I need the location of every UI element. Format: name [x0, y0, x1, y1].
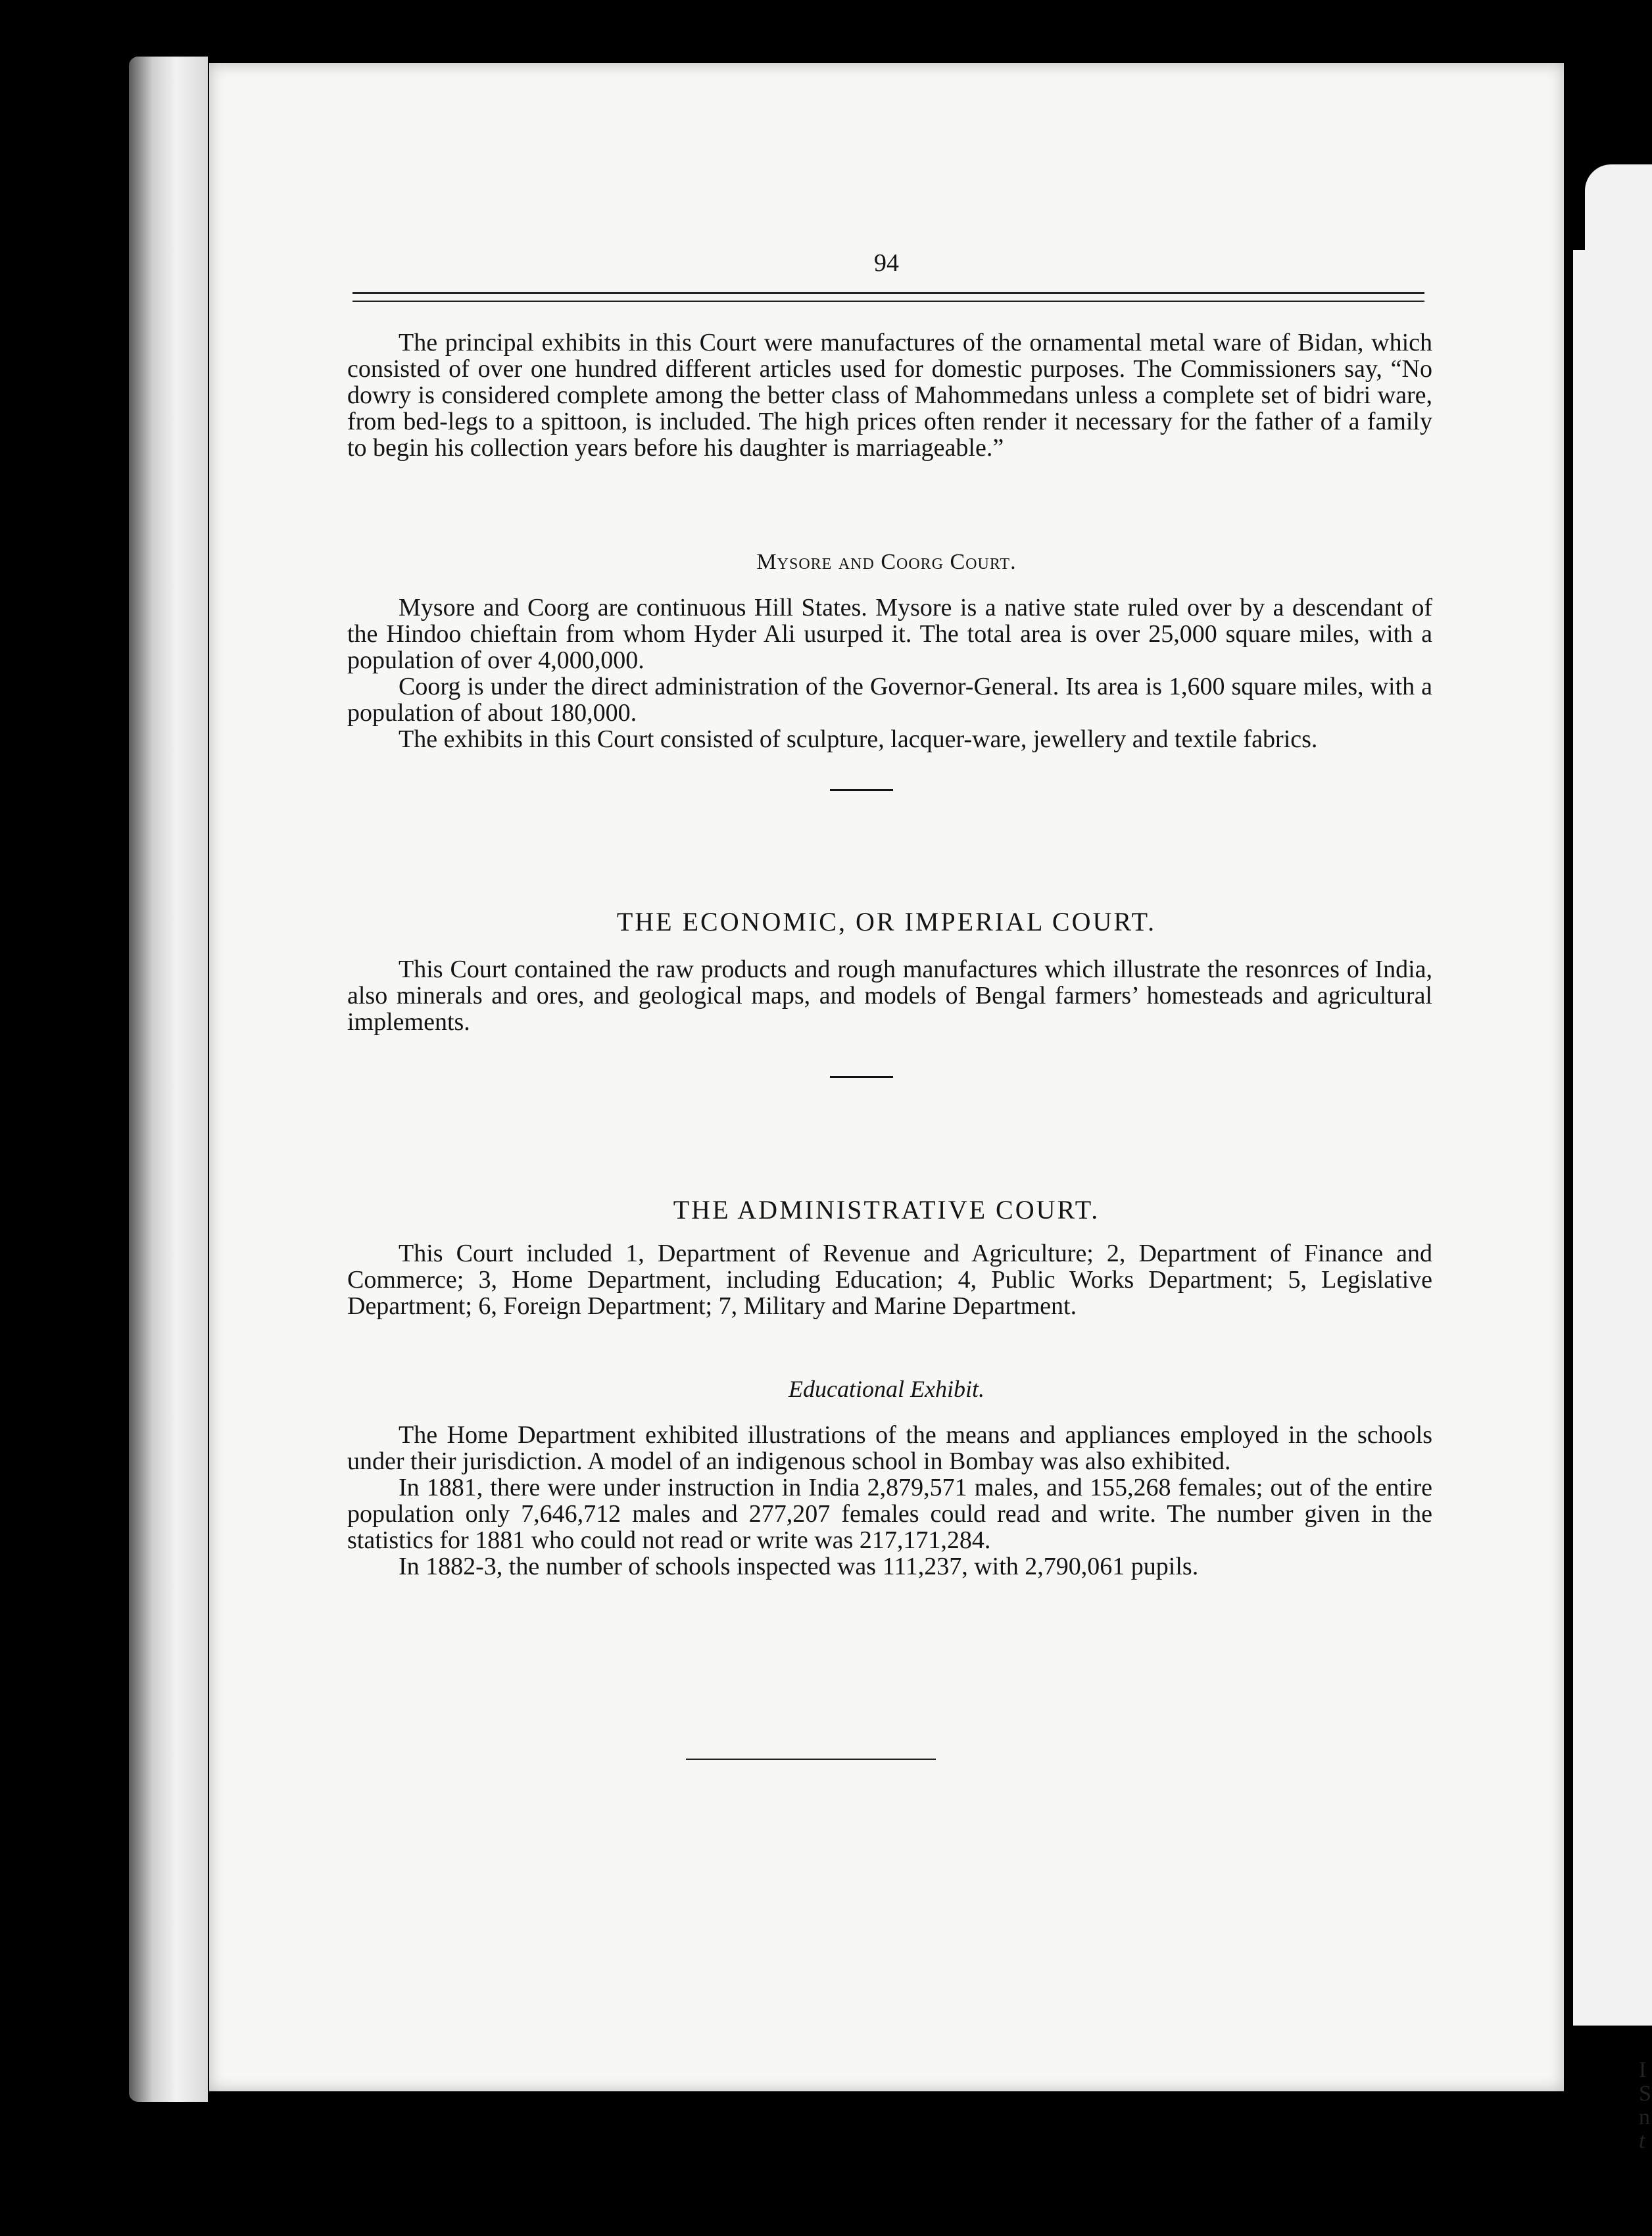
educational-paragraph-2: In 1881, there were under instruction in India 2,879,571 males, and 155,268 females; out of the entire population only 7,646,712 males and 277,207 females could read and write. The number given in the statistics for 1881 who could not read or write was 217,171,284.	[347, 1474, 1432, 1554]
facing-page-edge-top	[1585, 164, 1652, 256]
fragment-letter: t	[1639, 2129, 1645, 2153]
mysore-paragraph-1: Mysore and Coorg are continuous Hill States. Mysore is a native state ruled over by a descendant of the Hindoo chieftain from whom Hyder Ali usurped it. The total area is over 25,000 square miles, with a population of over 4,000,000.	[347, 594, 1432, 674]
educational-paragraph-1: The Home Department exhibited illustrations of the means and appliances employed in the schools under their jurisdiction. A model of an indigenous school in Bombay was also exhibited.	[347, 1421, 1432, 1475]
mysore-paragraph-2: Coorg is under the direct administration of the Governor-General. Its area is 1,600 square miles, with a population of about 180,000.	[347, 673, 1432, 727]
economic-heading: THE ECONOMIC, OR IMPERIAL COURT.	[616, 907, 1157, 936]
facing-page-fragment	[1639, 2058, 1652, 2153]
economic-section	[347, 956, 1432, 1035]
intro-paragraph: The principal exhibits in this Court were manufactures of the ornamental metal ware of Bidan, which consisted of over one hundred different articles used for domestic purposes. The Commissioners say, “No dowry is considered complete among the better class of Mahommedans unless a complete set of bidri ware, from bed-legs to a spittoon, is included. The high prices often render it necessary for the father of a family to begin his collection years before his daughter is marriageable.”	[347, 329, 1432, 462]
page-number: 94	[874, 249, 899, 277]
economic-paragraph: This Court contained the raw products and rough manufactures which illustrate the resonrces of India, also minerals and ores, and geological maps, and models of Bengal farmers’ homesteads and agricultural implements.	[347, 956, 1432, 1036]
mysore-section	[347, 595, 1432, 752]
book-edge	[129, 57, 208, 2102]
fragment-letter: n	[1639, 2105, 1650, 2129]
administrative-section	[347, 1240, 1432, 1319]
document-page	[209, 63, 1564, 2091]
section-divider-2	[830, 1076, 893, 1078]
administrative-paragraph: This Court included 1, Department of Revenue and Agriculture; 2, Department of Finance and Commerce; 3, Home Department, including Education; 4, Public Works Department; 5, Legislative Department; 6, Foreign Department; 7, Military and Marine Department.	[347, 1240, 1432, 1320]
mysore-paragraph-3: The exhibits in this Court consisted of sculpture, lacquer-ware, jewellery and textile fabrics.	[399, 725, 1318, 753]
section-divider-1	[830, 789, 893, 791]
fragment-letter: I	[1639, 2058, 1647, 2082]
administrative-heading: THE ADMINISTRATIVE COURT.	[673, 1195, 1100, 1225]
fragment-letter: S	[1639, 2081, 1651, 2106]
educational-paragraph-3: In 1882-3, the number of schools inspected was 111,237, with 2,790,061 pupils.	[399, 1553, 1199, 1580]
educational-section	[347, 1422, 1432, 1580]
mysore-heading: Mysore and Coorg Court.	[756, 550, 1017, 574]
facing-page-edge	[1573, 250, 1652, 2026]
end-rule	[686, 1759, 936, 1760]
header-double-rule	[352, 292, 1424, 302]
educational-heading: Educational Exhibit.	[789, 1376, 984, 1402]
intro-section	[347, 329, 1432, 461]
